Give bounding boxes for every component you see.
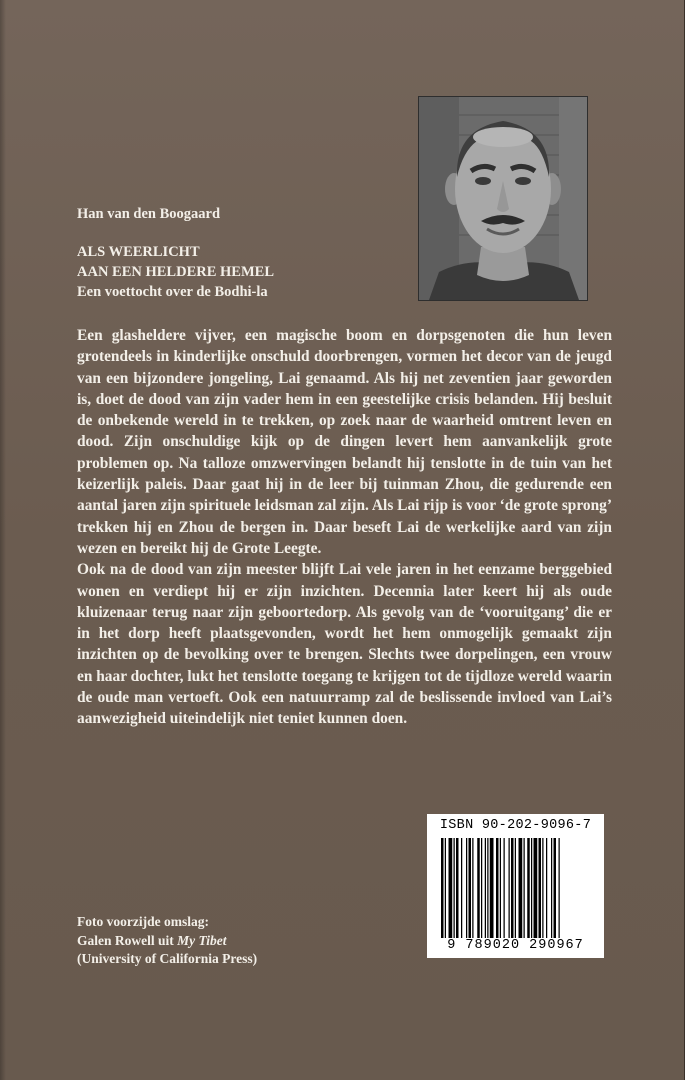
credit-book-title: My Tibet <box>177 932 227 948</box>
author-portrait-image <box>419 97 587 300</box>
barcode-icon <box>439 838 595 938</box>
blurb-paragraph-2: Ook na de dood van zijn meester blijft Lai vele jaren in het eenzame berggebied wonen en verdiept hij er zijn inzichten. Decennia later keert hij als oude kluizenaar terug naar zijn geboortedorp. Als gevolg van de ‘vooruitgang’ die er in het dorp heeft plaatsgevonden, wordt het hem onmogelijk gemaakt zijn inzichten op de bevolking over te brengen. Slechts twee dorpelingen, een vrouw en haar dochter, lukt het tenslotte toegang te krijgen tot de tijdloze wereld waarin de oude man vertoeft. Ook een natuurramp zal de beslissende invloed van Lai’s aanwezigheid uiteindelijk niet teniet kunnen doen. <box>77 561 612 728</box>
author-name: Han van den Boogaard <box>77 206 221 222</box>
blurb-paragraph-1: Een glasheldere vijver, een magische boom en dorpsgenoten die hun leven grotendeels in kinderlijke onschuld doorbrengen, vormen het decor van de jeugd van een bijzondere jongeling, Lai genaamd. Als hij net zeventien jaar geworden is, doet de dood van zijn vader hem in een geestelijke crisis belanden. Hij besluit de onbekende wereld in te trekken, op zoek naar de waarheid omtrent leven en dood. Zijn onschuldige kijk op de dingen levert hem aanvankelijk grote problemen op. Na talloze omzwervingen belandt hij tenslotte in de tuin van het keizerlijk paleis. Daar gaat hij in de leer bij tuinman Zhou, die gedurende een aantal jaren zijn spirituele leidsman zal zijn. Als Lai rijp is voor ‘de grote sprong’ trekken hij en Zhou de bergen in. Daar beseft Lai de werkelijke aard van zijn wezen en bereikt hij de Grote Leegte. <box>77 327 612 557</box>
barcode-digits: 9 789020 290967 <box>447 938 584 953</box>
author-photo <box>418 96 588 301</box>
credit-line-1: Foto voorzijde omslag: <box>77 914 209 929</box>
isbn-text: ISBN 90-202-9096-7 <box>439 818 592 833</box>
credit-line-3: (University of California Press) <box>77 951 258 966</box>
blurb <box>77 325 612 730</box>
credit-line-2: Galen Rowell uit My Tibet <box>77 932 227 948</box>
photo-credits <box>77 913 257 969</box>
title-block <box>77 204 274 302</box>
spine-shadow <box>0 0 6 1080</box>
book-title-line-1: ALS WEERLICHT <box>77 244 200 260</box>
book-title-line-2: AAN EEN HELDERE HEMEL <box>77 264 274 280</box>
barcode-label <box>427 814 604 958</box>
book-subtitle: Een voettocht over de Bodhi-la <box>77 284 268 300</box>
